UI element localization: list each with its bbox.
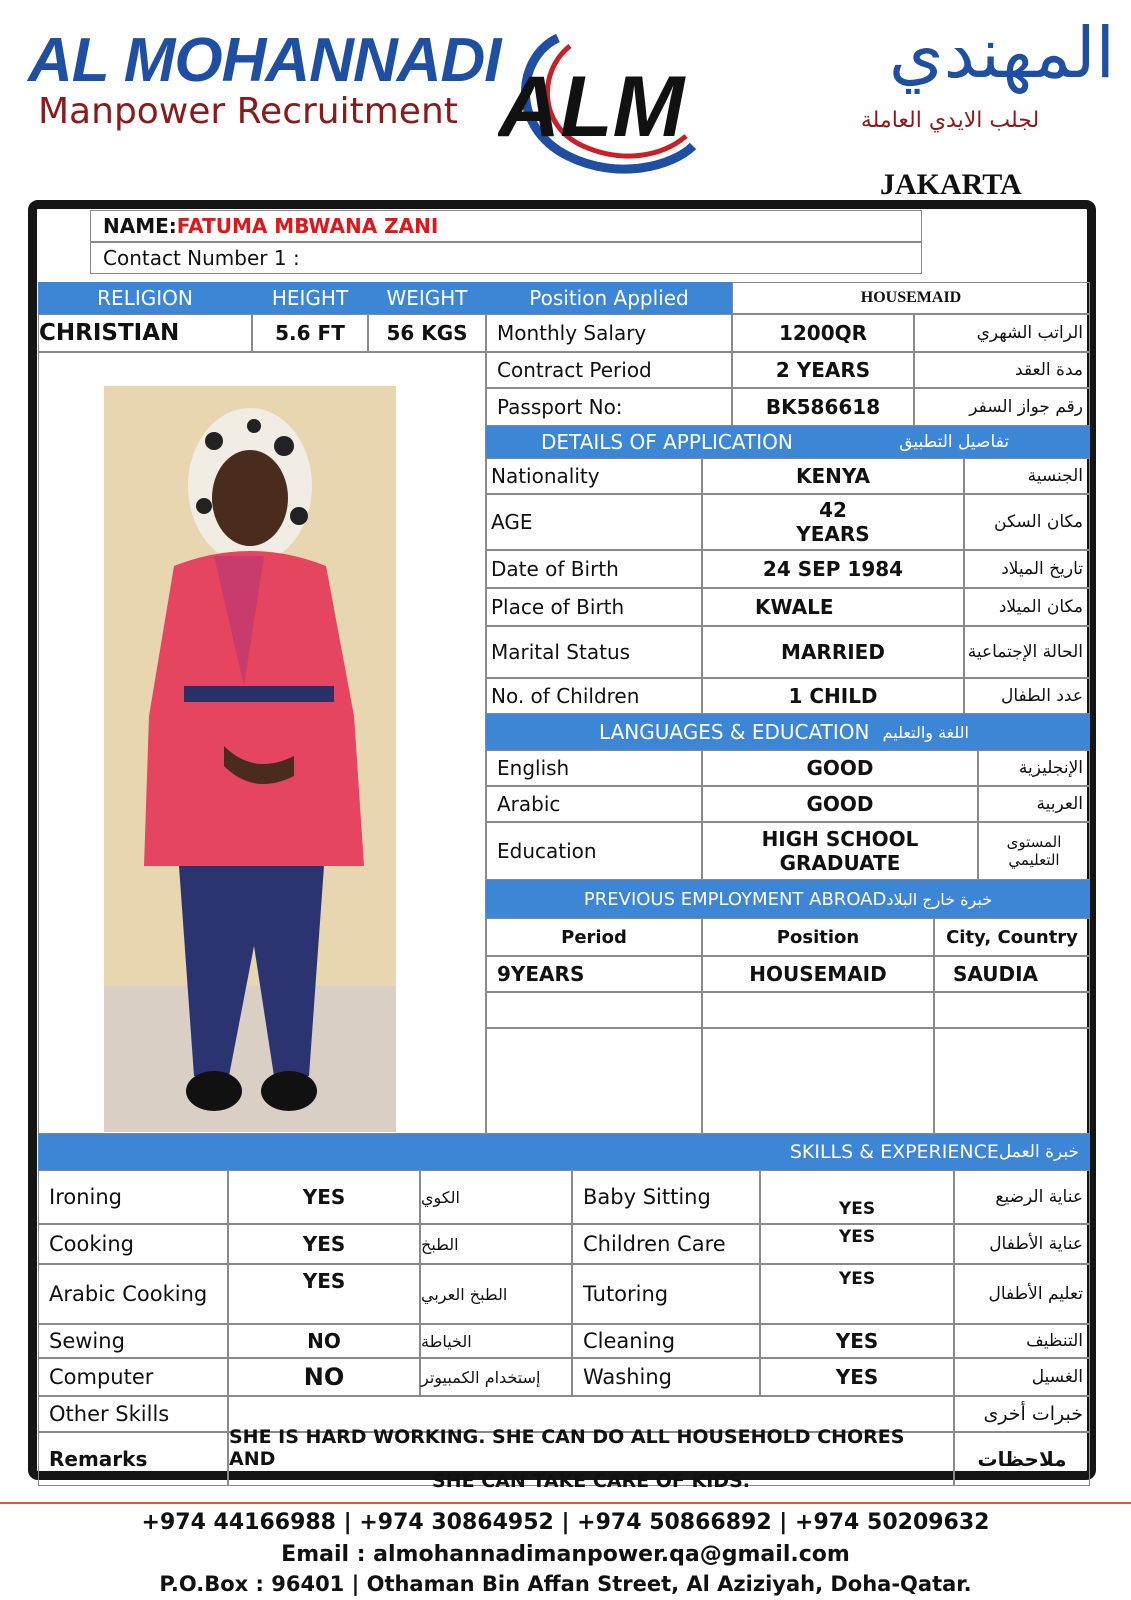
contract-label: Contract Period — [486, 352, 732, 388]
arabic-arabic: العربية — [978, 786, 1090, 822]
age-number: 42 — [819, 498, 847, 522]
contract-value: 2 YEARS — [732, 352, 914, 388]
arabic-label: Arabic — [486, 786, 702, 822]
position-header: Position Applied — [486, 282, 732, 314]
brand-name-arabic: المهندي — [888, 12, 1115, 94]
education-arabic-line1: المستوى — [1006, 833, 1062, 851]
passport-label: Passport No: — [486, 388, 732, 426]
marital-label: Marital Status — [486, 626, 702, 678]
religion-value: CHRISTIAN — [38, 314, 252, 352]
name-row — [90, 210, 922, 242]
age-unit: YEARS — [796, 522, 870, 546]
employment-empty-row — [702, 992, 934, 1028]
details-title: DETAILS OF APPLICATION — [541, 430, 793, 454]
employment-empty-row — [934, 1028, 1090, 1134]
skill-computer-value: NO — [228, 1358, 420, 1396]
nationality-arabic: الجنسية — [964, 458, 1090, 494]
footer-address: P.O.Box : 96401 | Othaman Bin Affan Street, Al Aziziyah, Doha-Qatar. — [159, 1572, 972, 1596]
height-header: HEIGHT — [252, 282, 368, 314]
skill-tutoring-label: Tutoring — [572, 1264, 760, 1324]
education-arabic — [978, 822, 1090, 880]
employment-empty-row — [486, 992, 702, 1028]
age-label: AGE — [486, 494, 702, 550]
remarks-line1: SHE IS HARD WORKING. SHE CAN DO ALL HOUSEHOLD CHORES AND — [229, 1426, 905, 1470]
contract-arabic: مدة العقد — [914, 352, 1090, 388]
other-skills-label: Other Skills — [38, 1396, 228, 1432]
height-value: 5.6 FT — [252, 314, 368, 352]
skill-babysitting-label: Baby Sitting — [572, 1170, 760, 1224]
remarks-arabic: ملاحظات — [954, 1432, 1090, 1486]
brand-subtitle-arabic: لجلب الايدي العاملة — [860, 108, 1040, 133]
alm-logo — [498, 16, 728, 186]
skill-sewing-value: NO — [228, 1324, 420, 1358]
skills-title-arabic: خبرة العمل — [998, 1142, 1079, 1162]
office-city: JAKARTA — [880, 168, 1022, 201]
skill-ironing-label: Ironing — [38, 1170, 228, 1224]
skill-arabiccooking-label: Arabic Cooking — [38, 1264, 228, 1324]
brand-subtitle: Manpower Recruitment — [38, 91, 458, 132]
employment-empty-row — [702, 1028, 934, 1134]
education-value-line1: HIGH SCHOOL — [761, 827, 919, 851]
english-arabic: الإنجليزية — [978, 750, 1090, 786]
remarks-line2: SHE CAN TAKE CARE OF KIDS. — [432, 1470, 750, 1492]
skill-childrencare-arabic: عناية الأطفال — [954, 1224, 1090, 1264]
languages-title-arabic: اللغة والتعليم — [882, 722, 969, 742]
nationality-value: KENYA — [702, 458, 964, 494]
skill-cleaning-value: YES — [760, 1324, 954, 1358]
arabic-value: GOOD — [702, 786, 978, 822]
candidate-photo — [104, 386, 396, 1132]
pob-value: KWALE — [702, 588, 964, 626]
skill-arabiccooking-arabic: الطبخ العربي — [420, 1264, 572, 1324]
education-arabic-line2: التعليمي — [1008, 851, 1060, 869]
skills-header — [38, 1134, 1090, 1170]
skill-ironing-value: YES — [228, 1170, 420, 1224]
english-label: English — [486, 750, 702, 786]
salary-arabic: الراتب الشهري — [914, 314, 1090, 352]
remarks-label: Remarks — [38, 1432, 228, 1486]
employment-header — [486, 880, 1090, 918]
skill-cleaning-arabic: التنظيف — [954, 1324, 1090, 1358]
dob-arabic: تاريخ الميلاد — [964, 550, 1090, 588]
details-header — [486, 426, 1090, 458]
candidate-photo-graphic — [104, 386, 396, 1132]
skill-cooking-label: Cooking — [38, 1224, 228, 1264]
education-value-line2: GRADUATE — [779, 851, 901, 875]
skill-washing-value: YES — [760, 1358, 954, 1396]
candidate-name: FATUMA MBWANA ZANI — [176, 214, 439, 238]
footer-divider — [0, 1502, 1131, 1504]
pob-arabic: مكان الميلاد — [964, 588, 1090, 626]
skill-arabiccooking-value: YES — [228, 1264, 420, 1324]
skill-ironing-arabic: الكوي — [420, 1170, 572, 1224]
english-value: GOOD — [702, 750, 978, 786]
employment-title: PREVIOUS EMPLOYMENT ABROAD — [583, 888, 887, 910]
children-arabic: عدد الطفال — [964, 678, 1090, 714]
skill-washing-arabic: الغسيل — [954, 1358, 1090, 1396]
name-label: NAME: — [103, 214, 177, 238]
passport-arabic: رقم جواز السفر — [914, 388, 1090, 426]
employment-title-arabic: خبرة خارج البلاد — [886, 889, 993, 909]
employment-empty-row — [934, 992, 1090, 1028]
children-value: 1 CHILD — [702, 678, 964, 714]
education-label: Education — [486, 822, 702, 880]
skill-babysitting-value: YES — [760, 1170, 954, 1224]
details-title-arabic: تفاصيل التطبيق — [899, 432, 1009, 452]
salary-label: Monthly Salary — [486, 314, 732, 352]
languages-title: LANGUAGES & EDUCATION — [599, 720, 870, 744]
languages-header — [486, 714, 1090, 750]
brand-name-english: AL MOHANNADI — [28, 26, 501, 95]
employment-col-location: City, Country — [934, 918, 1090, 956]
skill-cleaning-label: Cleaning — [572, 1324, 760, 1358]
skill-babysitting-arabic: عناية الرضيع — [954, 1170, 1090, 1224]
passport-value: BK586618 — [732, 388, 914, 426]
skill-cooking-value: YES — [228, 1224, 420, 1264]
age-arabic: مكان السكن — [964, 494, 1090, 550]
nationality-label: Nationality — [486, 458, 702, 494]
marital-value: MARRIED — [702, 626, 964, 678]
employment-location: SAUDIA — [934, 956, 1090, 992]
alm-logo-graphic — [498, 16, 728, 186]
salary-value: 1200QR — [732, 314, 914, 352]
contact-row — [90, 242, 922, 274]
skill-washing-label: Washing — [572, 1358, 760, 1396]
employment-col-position: Position — [702, 918, 934, 956]
pob-label: Place of Birth — [486, 588, 702, 626]
dob-label: Date of Birth — [486, 550, 702, 588]
contact-label: Contact Number 1 : — [103, 246, 300, 270]
footer-email: Email : almohannadimanpower.qa@gmail.com — [281, 1542, 850, 1567]
skill-sewing-arabic: الخياطة — [420, 1324, 572, 1358]
skills-title: SKILLS & EXPERIENCE — [789, 1141, 999, 1163]
education-value — [702, 822, 978, 880]
footer-phones: +974 44166988 | +974 30864952 | +974 50866892 | +974 50209632 — [141, 1510, 990, 1535]
remarks-value — [228, 1426, 954, 1492]
skill-tutoring-value: YES — [760, 1264, 954, 1324]
age-value — [702, 494, 964, 550]
marital-arabic: الحالة الإجتماعية — [964, 626, 1090, 678]
employment-position: HOUSEMAID — [702, 956, 934, 992]
alm-logo-text: ALM — [498, 59, 685, 155]
skill-childrencare-value: YES — [760, 1224, 954, 1264]
weight-value: 56 KGS — [368, 314, 486, 352]
skill-computer-arabic: إستخدام الكمبيوتر — [420, 1358, 572, 1396]
weight-header: WEIGHT — [368, 282, 486, 314]
skill-tutoring-arabic: تعليم الأطفال — [954, 1264, 1090, 1324]
skill-childrencare-label: Children Care — [572, 1224, 760, 1264]
dob-value: 24 SEP 1984 — [702, 550, 964, 588]
other-skills-arabic: خبرات أخرى — [954, 1396, 1090, 1432]
children-label: No. of Children — [486, 678, 702, 714]
employment-empty-row — [486, 1028, 702, 1134]
skill-sewing-label: Sewing — [38, 1324, 228, 1358]
skill-cooking-arabic: الطبخ — [420, 1224, 572, 1264]
employment-col-period: Period — [486, 918, 702, 956]
religion-header: RELIGION — [38, 282, 252, 314]
employment-period: 9YEARS — [486, 956, 702, 992]
skill-computer-label: Computer — [38, 1358, 228, 1396]
position-applied: HOUSEMAID — [732, 282, 1090, 314]
